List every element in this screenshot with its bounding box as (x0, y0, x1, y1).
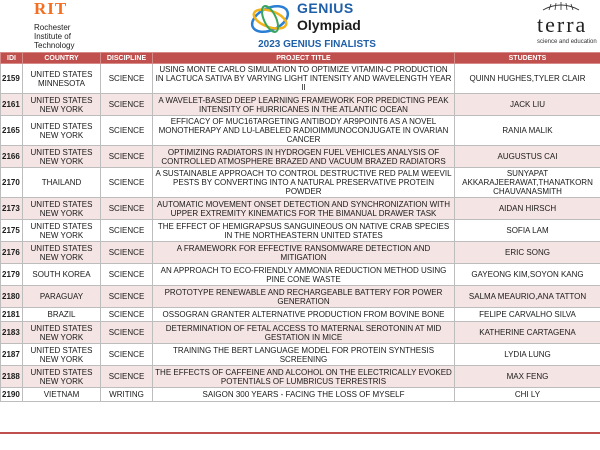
cell-country: UNITED STATES MINNESOTA (23, 64, 101, 94)
cell-project-title: A FRAMEWORK FOR EFFECTIVE RANSOMWARE DETECTION AND MITIGATION (153, 242, 455, 264)
table-row (1, 366, 600, 388)
cell-discipline: WRITING (101, 388, 153, 402)
cell-students: AUGUSTUS CAI (455, 146, 600, 168)
rit-logo (34, 0, 94, 50)
genius-olympiad-logo (240, 0, 390, 52)
cell-discipline: SCIENCE (101, 286, 153, 308)
cell-id: 2187 (1, 344, 23, 366)
cell-discipline: SCIENCE (101, 366, 153, 388)
cell-country: UNITED STATES NEW YORK (23, 242, 101, 264)
table-row (1, 242, 600, 264)
cell-students: GAYEONG KIM,SOYON KANG (455, 264, 600, 286)
cell-discipline: SCIENCE (101, 198, 153, 220)
cell-country: UNITED STATES NEW YORK (23, 322, 101, 344)
table-row (1, 344, 600, 366)
terra-word: terra (537, 12, 588, 37)
cell-id: 2176 (1, 242, 23, 264)
col-header-country: COUNTRY (23, 53, 101, 64)
olympiad-word: Olympiad (297, 17, 361, 33)
cell-id: 2159 (1, 64, 23, 94)
cell-project-title: A SUSTAINABLE APPROACH TO CONTROL DESTRUCTIVE RED PALM WEEVIL PESTS BY CONVERTING INTO A NATURAL PRESERVATIVE PROTEIN POWDER (153, 168, 455, 198)
cell-students: QUINN HUGHES,TYLER CLAIR (455, 64, 600, 94)
cell-students: AIDAN HIRSCH (455, 198, 600, 220)
cell-id: 2181 (1, 308, 23, 322)
cell-country: UNITED STATES NEW YORK (23, 198, 101, 220)
table-row (1, 168, 600, 198)
cell-discipline: SCIENCE (101, 64, 153, 94)
col-header-project-title: PROJECT TITLE (153, 53, 455, 64)
col-header-students: STUDENTS (455, 53, 600, 64)
cell-project-title: USING MONTE CARLO SIMULATION TO OPTIMIZE VITAMIN-C PRODUCTION IN LACTUCA SATIVA BY VARYING LIGHT INTENSITY AND WAVELENGTH YEAR II (153, 64, 455, 94)
cell-project-title: OPTIMIZING RADIATORS IN HYDROGEN FUEL VEHICLES ANALYSIS OF CONTROLLED ATMOSPHERE BRAZED AND VACUUM BRAZED RADIATORS (153, 146, 455, 168)
cell-students: CHI LY (455, 388, 600, 402)
table-row (1, 94, 600, 116)
cell-students: SALMA MEAURIO,ANA TATTON (455, 286, 600, 308)
cell-country: UNITED STATES NEW YORK (23, 94, 101, 116)
cell-students: LYDIA LUNG (455, 344, 600, 366)
table-row (1, 146, 600, 168)
cell-students: ERIC SONG (455, 242, 600, 264)
cell-project-title: THE EFFECT OF HEMIGRAPSUS SANGUINEOUS ON NATIVE CRAB SPECIES IN THE NORTHEASTERN UNITED STATES (153, 220, 455, 242)
cell-project-title: EFFICACY OF MUC16TARGETING ANTIBODY AR9POINT6 AS A NOVEL MONOTHERAPY AND LU-LABELED RADIOIMMUNOCONJUGATE IN OVARIAN CANCER (153, 116, 455, 146)
genius-word: GENIUS (297, 0, 354, 16)
table-row (1, 64, 600, 94)
cell-id: 2165 (1, 116, 23, 146)
cell-country: UNITED STATES NEW YORK (23, 146, 101, 168)
cell-project-title: SAIGON 300 YEARS - FACING THE LOSS OF MYSELF (153, 388, 455, 402)
cell-students: RANIA MALIK (455, 116, 600, 146)
cell-id: 2170 (1, 168, 23, 198)
cell-project-title: TRAINING THE BERT LANGUAGE MODEL FOR PROTEIN SYNTHESIS SCREENING (153, 344, 455, 366)
table-row (1, 220, 600, 242)
cell-students: SOFIA LAM (455, 220, 600, 242)
cell-project-title: AN APPROACH TO ECO-FRIENDLY AMMONIA REDUCTION METHOD USING PINE CONE WASTE (153, 264, 455, 286)
table-row (1, 198, 600, 220)
cell-students: SUNYAPAT AKKARAJEERAWAT,THANATKORN CHAUVANASMITH (455, 168, 600, 198)
cell-country: UNITED STATES NEW YORK (23, 220, 101, 242)
cell-country: PARAGUAY (23, 286, 101, 308)
cell-id: 2183 (1, 322, 23, 344)
terra-logo (533, 0, 599, 52)
cell-students: JACK LIU (455, 94, 600, 116)
cell-project-title: DETERMINATION OF FETAL ACCESS TO MATERNAL SEROTONIN AT MID GESTATION IN MICE (153, 322, 455, 344)
cell-discipline: SCIENCE (101, 308, 153, 322)
cell-id: 2161 (1, 94, 23, 116)
cell-students: FELIPE CARVALHO SILVA (455, 308, 600, 322)
cell-project-title: A WAVELET-BASED DEEP LEARNING FRAMEWORK FOR PREDICTING PEAK INTENSITY OF HURRICANES IN THE ATLANTIC OCEAN (153, 94, 455, 116)
cell-country: VIETNAM (23, 388, 101, 402)
cell-discipline: SCIENCE (101, 94, 153, 116)
cell-project-title: THE EFFECTS OF CAFFEINE AND ALCOHOL ON THE ELECTRICALLY EVOKED POTENTIALS OF LUMBRICUS TERRESTRIS (153, 366, 455, 388)
table-row (1, 308, 600, 322)
finalists-subtitle: 2023 GENIUS FINALISTS (258, 39, 376, 50)
col-header-discipline: DISCIPLINE (101, 53, 153, 64)
table-divider (0, 432, 600, 434)
cell-id: 2173 (1, 198, 23, 220)
cell-id: 2190 (1, 388, 23, 402)
rit-name: Rochester Institute of Technology (34, 23, 75, 50)
cell-country: THAILAND (23, 168, 101, 198)
cell-discipline: SCIENCE (101, 264, 153, 286)
cell-discipline: SCIENCE (101, 322, 153, 344)
table-row (1, 264, 600, 286)
cell-discipline: SCIENCE (101, 344, 153, 366)
cell-id: 2179 (1, 264, 23, 286)
page-header (0, 0, 600, 52)
cell-project-title: PROTOTYPE RENEWABLE AND RECHARGEABLE BATTERY FOR POWER GENERATION (153, 286, 455, 308)
finalists-table (0, 52, 600, 402)
genius-swirl-icon (248, 0, 292, 38)
cell-country: UNITED STATES NEW YORK (23, 116, 101, 146)
terra-subtitle: science and education (537, 39, 597, 45)
cell-discipline: SCIENCE (101, 116, 153, 146)
col-header-id: IDI (1, 53, 23, 64)
cell-country: UNITED STATES NEW YORK (23, 344, 101, 366)
table-row (1, 322, 600, 344)
terra-book-icon (541, 0, 581, 12)
cell-discipline: SCIENCE (101, 220, 153, 242)
cell-discipline: SCIENCE (101, 242, 153, 264)
cell-students: MAX FENG (455, 366, 600, 388)
table-row (1, 388, 600, 402)
rit-logo-mark: RIT (34, 0, 68, 18)
cell-students: KATHERINE CARTAGENA (455, 322, 600, 344)
cell-id: 2175 (1, 220, 23, 242)
table-row (1, 116, 600, 146)
cell-discipline: SCIENCE (101, 146, 153, 168)
cell-country: SOUTH KOREA (23, 264, 101, 286)
table-header-row (1, 53, 600, 64)
cell-id: 2166 (1, 146, 23, 168)
cell-country: UNITED STATES NEW YORK (23, 366, 101, 388)
table-row (1, 286, 600, 308)
cell-country: BRAZIL (23, 308, 101, 322)
cell-id: 2180 (1, 286, 23, 308)
cell-id: 2188 (1, 366, 23, 388)
cell-discipline: SCIENCE (101, 168, 153, 198)
cell-project-title: OSSOGRAN GRANTER ALTERNATIVE PRODUCTION FROM BOVINE BONE (153, 308, 455, 322)
cell-project-title: AUTOMATIC MOVEMENT ONSET DETECTION AND SYNCHRONIZATION WITH UPPER EXTREMITY KINEMATICS FOR THE BIMANUAL DRAWER TASK (153, 198, 455, 220)
